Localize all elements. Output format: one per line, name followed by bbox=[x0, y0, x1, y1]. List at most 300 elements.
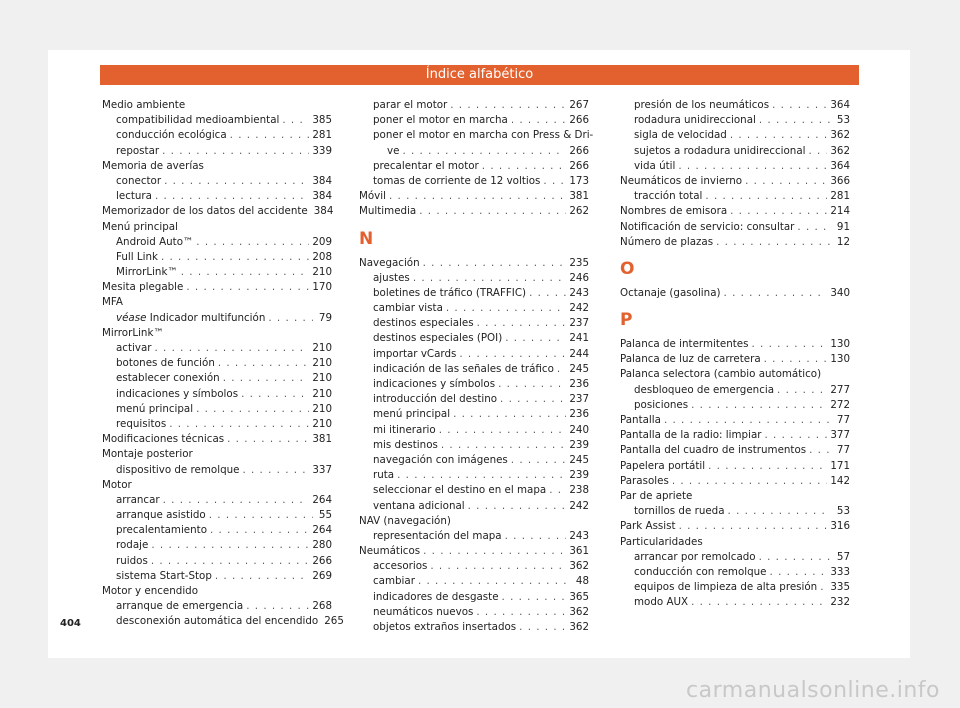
dot-leader bbox=[397, 468, 566, 483]
dot-leader bbox=[282, 113, 309, 128]
dot-leader bbox=[770, 565, 828, 580]
entry-page-number: 239 bbox=[569, 438, 589, 451]
index-subentry bbox=[359, 529, 589, 544]
index-subentry bbox=[359, 98, 589, 113]
dot-leader bbox=[246, 599, 309, 614]
entry-page-number: 264 bbox=[312, 493, 332, 506]
dot-leader bbox=[453, 407, 566, 422]
entry-label: indicación de las señales de tráfico bbox=[373, 362, 554, 375]
entry-page-number: 210 bbox=[312, 372, 332, 385]
entry-label: Pantalla bbox=[620, 414, 661, 426]
index-subentry bbox=[359, 605, 589, 620]
entry-label: indicaciones y símbolos bbox=[373, 378, 496, 390]
entry-label: MFA bbox=[102, 296, 123, 309]
dot-leader bbox=[419, 204, 566, 219]
index-subentry bbox=[102, 493, 332, 508]
dot-leader bbox=[691, 398, 827, 413]
entry-label: Full Link bbox=[116, 250, 158, 263]
dot-leader bbox=[161, 250, 309, 265]
index-subentry bbox=[102, 341, 332, 356]
dot-leader bbox=[151, 554, 310, 569]
dot-leader bbox=[764, 352, 828, 367]
index-subentry bbox=[102, 538, 332, 553]
entry-page-number: 53 bbox=[836, 114, 850, 127]
entry-page-number: 377 bbox=[830, 429, 850, 442]
entry-page-number: 384 bbox=[312, 174, 332, 187]
dot-leader bbox=[498, 377, 566, 392]
dot-leader bbox=[759, 550, 831, 565]
entry-page-number: 57 bbox=[836, 550, 850, 563]
dot-leader bbox=[529, 286, 566, 301]
entry-label: Medio ambiente bbox=[102, 99, 186, 111]
entry-page-number: 210 bbox=[312, 357, 332, 370]
entry-page-number: 281 bbox=[830, 190, 850, 203]
dot-leader bbox=[730, 204, 827, 219]
index-entry bbox=[102, 204, 332, 219]
index-subentry bbox=[102, 356, 332, 371]
entry-label: Nombres de emisora bbox=[620, 205, 728, 218]
entry-page-number: 210 bbox=[312, 342, 332, 354]
entry-page-number: 210 bbox=[312, 387, 332, 400]
entry-page-number: 364 bbox=[830, 99, 850, 111]
dot-leader bbox=[809, 443, 831, 458]
index-subentry bbox=[620, 504, 850, 519]
entry-label: Montaje posterior bbox=[102, 448, 193, 461]
entry-label: MirrorLink™ bbox=[116, 266, 178, 279]
entry-label: Palanca de luz de carretera bbox=[620, 353, 761, 366]
entry-page-number: 246 bbox=[569, 271, 589, 284]
entry-page-number: 362 bbox=[830, 129, 850, 142]
entry-page-number: 242 bbox=[569, 499, 589, 512]
entry-page-number: 385 bbox=[312, 114, 332, 127]
dot-leader bbox=[402, 144, 566, 159]
entry-page-number: 381 bbox=[312, 433, 332, 446]
index-subentry bbox=[102, 265, 332, 280]
index-subentry bbox=[102, 113, 332, 128]
entry-page-number: 265 bbox=[324, 615, 344, 628]
index-subentry bbox=[620, 159, 850, 174]
index-entry bbox=[102, 295, 332, 310]
dot-leader bbox=[230, 128, 310, 143]
entry-page-number: 243 bbox=[569, 529, 589, 542]
dot-leader bbox=[679, 519, 828, 534]
index-entry bbox=[620, 235, 850, 250]
entry-label: arrancar bbox=[116, 493, 160, 506]
dot-leader bbox=[151, 538, 309, 553]
page-title: Índice alfabético bbox=[100, 65, 859, 85]
entry-page-number: 277 bbox=[830, 383, 850, 396]
dot-leader bbox=[751, 337, 827, 352]
index-subentry bbox=[102, 523, 332, 538]
index-subentry bbox=[359, 331, 589, 346]
entry-page-number: 173 bbox=[569, 174, 589, 187]
entry-label: Memorizador de los datos del accidente bbox=[102, 205, 308, 218]
dot-leader bbox=[505, 529, 567, 544]
index-entry bbox=[620, 220, 850, 235]
dot-leader bbox=[678, 159, 827, 174]
dot-leader bbox=[708, 459, 827, 474]
entry-label: sigla de velocidad bbox=[634, 129, 727, 142]
entry-label: Pantalla del cuadro de instrumentos bbox=[620, 444, 807, 457]
index-subentry bbox=[102, 189, 332, 204]
index-section-letter: P bbox=[620, 310, 633, 331]
entry-page-number: 381 bbox=[569, 190, 589, 203]
index-column-2 bbox=[359, 98, 594, 635]
entry-page-number: 262 bbox=[569, 205, 589, 218]
entry-label: equipos de limpieza de alta presión bbox=[634, 581, 818, 594]
entry-label: botones de función bbox=[116, 357, 215, 370]
dot-leader bbox=[441, 438, 566, 453]
entry-label: indicaciones y símbolos bbox=[116, 387, 239, 400]
entry-label: sujetos a rodadura unidireccional bbox=[634, 144, 806, 157]
entry-page-number: 361 bbox=[569, 545, 589, 558]
dot-leader bbox=[505, 331, 566, 346]
index-entry bbox=[620, 174, 850, 189]
entry-label: posiciones bbox=[634, 398, 689, 411]
index-subentry bbox=[359, 499, 589, 514]
index-subentry bbox=[359, 453, 589, 468]
index-subentry bbox=[359, 271, 589, 286]
dot-leader bbox=[450, 98, 566, 113]
entry-label: navegación con imágenes bbox=[373, 453, 508, 466]
entry-page-number: 130 bbox=[830, 353, 850, 366]
entry-label: requisitos bbox=[116, 417, 167, 430]
entry-label: activar bbox=[116, 342, 152, 354]
dot-leader bbox=[430, 559, 566, 574]
entry-page-number: 339 bbox=[312, 144, 332, 157]
entry-page-number: 12 bbox=[836, 235, 850, 248]
entry-page-number: 91 bbox=[836, 220, 850, 233]
entry-page-number: 237 bbox=[569, 393, 589, 406]
dot-leader bbox=[511, 453, 567, 468]
dot-leader bbox=[777, 383, 827, 398]
index-subentry bbox=[359, 468, 589, 483]
dot-leader bbox=[218, 356, 310, 371]
dot-leader bbox=[241, 387, 309, 402]
entry-page-number: 142 bbox=[830, 474, 850, 487]
entry-label: Multimedia bbox=[359, 205, 417, 218]
entry-page-number: 53 bbox=[836, 505, 850, 518]
index-subentry bbox=[102, 174, 332, 189]
dot-leader bbox=[716, 235, 831, 250]
index-subentry bbox=[359, 128, 594, 143]
dot-leader bbox=[242, 463, 309, 478]
entry-label: mi itinerario bbox=[373, 423, 436, 436]
index-subentry bbox=[102, 402, 332, 417]
index-entry bbox=[620, 428, 850, 443]
dot-leader bbox=[511, 113, 567, 128]
dot-leader bbox=[549, 483, 566, 498]
index-subentry bbox=[620, 128, 850, 143]
entry-label: Parasoles bbox=[620, 474, 669, 487]
entry-page-number: 337 bbox=[312, 463, 332, 476]
entry-label-text: Indicador multifunción bbox=[149, 311, 266, 324]
entry-label: destinos especiales (POI) bbox=[373, 332, 503, 345]
dot-leader bbox=[446, 301, 566, 316]
index-entry bbox=[102, 280, 332, 295]
entry-label: Motor bbox=[102, 478, 132, 491]
dot-leader bbox=[482, 159, 567, 174]
entry-page-number: 55 bbox=[318, 509, 332, 522]
dot-leader bbox=[820, 580, 827, 595]
dot-leader bbox=[477, 316, 567, 331]
entry-label: representación del mapa bbox=[373, 529, 502, 542]
entry-label: ventana adicional bbox=[373, 499, 465, 512]
entry-page-number: 242 bbox=[569, 302, 589, 315]
entry-label: desconexión automática del encendido bbox=[116, 615, 319, 628]
index-subentry bbox=[620, 113, 850, 128]
entry-label: Móvil bbox=[359, 190, 386, 203]
entry-page-number: 362 bbox=[569, 605, 589, 618]
index-column-3 bbox=[620, 98, 850, 610]
entry-page-number: 362 bbox=[569, 621, 589, 633]
dot-leader bbox=[705, 189, 827, 204]
entry-page-number: 243 bbox=[569, 286, 589, 299]
index-subentry bbox=[620, 398, 850, 413]
entry-page-number: 316 bbox=[830, 520, 850, 533]
entry-label: Palanca de intermitentes bbox=[620, 338, 749, 351]
entry-label: seleccionar el destino en el mapa bbox=[373, 484, 547, 497]
index-subentry bbox=[359, 423, 589, 438]
index-subentry bbox=[359, 620, 589, 635]
entry-label: arranque de emergencia bbox=[116, 600, 244, 613]
dot-leader bbox=[745, 174, 827, 189]
entry-page-number: 171 bbox=[830, 459, 850, 472]
dot-leader bbox=[759, 113, 831, 128]
entry-label: Park Assist bbox=[620, 520, 676, 533]
index-entry bbox=[359, 204, 589, 219]
index-subentry bbox=[620, 144, 850, 159]
index-entry bbox=[620, 443, 850, 458]
entry-label: conducción ecológica bbox=[116, 129, 227, 142]
index-subentry bbox=[620, 595, 850, 610]
index-subentry bbox=[102, 387, 332, 402]
entry-label: Particularidades bbox=[620, 535, 703, 548]
entry-page-number: 170 bbox=[312, 281, 332, 294]
entry-page-number: 362 bbox=[830, 144, 850, 157]
entry-page-number: 333 bbox=[830, 565, 850, 578]
index-entry bbox=[620, 286, 850, 301]
index-subentry bbox=[102, 144, 332, 159]
entry-page-number: 340 bbox=[830, 286, 850, 299]
index-subentry bbox=[359, 347, 589, 362]
dot-leader bbox=[164, 174, 309, 189]
index-entry bbox=[102, 98, 332, 113]
entry-label: tracción total bbox=[634, 190, 703, 203]
entry-label: Papelera portátil bbox=[620, 459, 706, 472]
dot-leader bbox=[215, 569, 309, 584]
entry-label: Pantalla de la radio: limpiar bbox=[620, 429, 762, 442]
dot-leader bbox=[519, 620, 566, 635]
dot-leader bbox=[227, 432, 309, 447]
entry-label: MirrorLink™ bbox=[102, 326, 164, 339]
entry-label: Modificaciones técnicas bbox=[102, 433, 225, 446]
index-subentry bbox=[359, 438, 589, 453]
dot-leader bbox=[162, 144, 309, 159]
index-subentry bbox=[102, 508, 332, 523]
entry-label: arrancar por remolcado bbox=[634, 550, 756, 563]
entry-label: dispositivo de remolque bbox=[116, 463, 240, 476]
dot-leader bbox=[423, 544, 566, 559]
dot-leader bbox=[502, 590, 567, 605]
entry-label: ruta bbox=[373, 469, 395, 482]
entry-page-number: 362 bbox=[569, 560, 589, 573]
dot-leader bbox=[196, 235, 309, 250]
dot-leader bbox=[543, 174, 566, 189]
index-entry bbox=[359, 256, 589, 271]
see-reference: véase bbox=[116, 311, 147, 324]
index-entry bbox=[102, 326, 332, 341]
entry-label: cambiar vista bbox=[373, 302, 443, 315]
index-section-letter: O bbox=[620, 258, 635, 279]
entry-page-number: 366 bbox=[830, 174, 850, 187]
dot-leader bbox=[728, 504, 831, 519]
entry-label: Neumáticos de invierno bbox=[620, 174, 743, 187]
index-entry bbox=[102, 159, 332, 174]
entry-label: Android Auto™ bbox=[116, 235, 194, 248]
index-subentry bbox=[102, 463, 332, 478]
index-subentry bbox=[359, 113, 589, 128]
index-entry bbox=[102, 478, 332, 493]
index-subentry bbox=[102, 311, 332, 326]
index-entry bbox=[359, 189, 589, 204]
index-subentry bbox=[102, 235, 332, 250]
entry-label: precalentamiento bbox=[116, 524, 208, 537]
dot-leader bbox=[468, 499, 567, 514]
entry-label: introducción del destino bbox=[373, 393, 498, 406]
entry-label: repostar bbox=[116, 144, 160, 157]
index-subentry bbox=[359, 144, 589, 159]
dot-leader bbox=[797, 220, 831, 235]
index-subentry bbox=[359, 407, 589, 422]
entry-label: accesorios bbox=[373, 560, 428, 573]
index-entry bbox=[359, 514, 589, 529]
entry-label: Motor y encendido bbox=[102, 585, 199, 597]
index-entry bbox=[620, 519, 850, 534]
entry-page-number: 384 bbox=[312, 190, 332, 203]
dot-leader bbox=[459, 347, 566, 362]
entry-label: destinos especiales bbox=[373, 317, 474, 330]
dot-leader bbox=[730, 128, 828, 143]
entry-label: Mesita plegable bbox=[102, 281, 184, 294]
dot-leader bbox=[155, 189, 309, 204]
index-column-1 bbox=[102, 98, 344, 630]
entry-label: ve bbox=[387, 144, 400, 157]
entry-label: precalentar el motor bbox=[373, 159, 479, 172]
entry-page-number: 364 bbox=[830, 159, 850, 172]
entry-label: compatibilidad medioambiental bbox=[116, 114, 280, 127]
entry-page-number: 210 bbox=[312, 266, 332, 279]
entry-label: rodadura unidireccional bbox=[634, 114, 756, 127]
index-subentry bbox=[359, 362, 589, 377]
index-entry bbox=[102, 584, 332, 599]
index-subentry bbox=[102, 569, 332, 584]
entry-page-number: 236 bbox=[569, 378, 589, 390]
dot-leader bbox=[765, 428, 828, 443]
entry-label: Memoria de averías bbox=[102, 159, 204, 172]
entry-page-number: 238 bbox=[569, 484, 589, 497]
index-subentry bbox=[359, 392, 589, 407]
dot-leader bbox=[196, 402, 309, 417]
entry-page-number: 384 bbox=[313, 205, 334, 218]
entry-label: sistema Start-Stop bbox=[116, 569, 212, 582]
index-entry bbox=[102, 432, 332, 447]
index-subentry bbox=[620, 189, 850, 204]
index-entry bbox=[620, 489, 850, 504]
entry-page-number: 241 bbox=[569, 332, 589, 345]
entry-page-number: 214 bbox=[830, 205, 850, 218]
dot-leader bbox=[724, 286, 828, 301]
entry-label: tornillos de rueda bbox=[634, 505, 725, 518]
dot-leader bbox=[672, 474, 828, 489]
entry-page-number: 269 bbox=[312, 569, 332, 582]
entry-label: NAV (navegación) bbox=[359, 514, 451, 527]
entry-page-number: 236 bbox=[569, 408, 589, 421]
entry-page-number: 79 bbox=[318, 311, 332, 324]
dot-leader bbox=[155, 341, 310, 356]
entry-page-number: 266 bbox=[569, 144, 589, 157]
entry-page-number: 210 bbox=[312, 402, 332, 415]
index-subentry bbox=[359, 316, 589, 331]
index-entry bbox=[102, 447, 332, 462]
dot-leader bbox=[209, 508, 313, 523]
entry-label: desbloqueo de emergencia bbox=[634, 383, 775, 396]
index-subentry bbox=[102, 250, 332, 265]
entry-page-number: 237 bbox=[569, 317, 589, 330]
dot-leader bbox=[186, 280, 309, 295]
index-entry bbox=[620, 413, 850, 428]
dot-leader bbox=[169, 417, 309, 432]
index-subentry bbox=[620, 550, 850, 565]
index-entry bbox=[620, 337, 850, 352]
entry-label: menú principal bbox=[373, 408, 451, 421]
entry-label: Par de apriete bbox=[620, 489, 693, 502]
entry-label: Menú principal bbox=[102, 220, 178, 233]
entry-page-number: 272 bbox=[830, 398, 850, 411]
entry-label: ajustes bbox=[373, 271, 410, 284]
entry-label: menú principal bbox=[116, 402, 194, 415]
dot-leader bbox=[423, 256, 567, 271]
entry-label: cambiar bbox=[373, 575, 415, 588]
index-entry bbox=[102, 220, 332, 235]
dot-leader bbox=[476, 605, 566, 620]
index-subentry bbox=[102, 128, 332, 143]
index-entry bbox=[620, 535, 850, 550]
index-entry bbox=[359, 544, 589, 559]
index-subentry bbox=[620, 383, 850, 398]
entry-page-number: 264 bbox=[312, 524, 332, 537]
index-subentry bbox=[620, 565, 850, 580]
dot-leader bbox=[557, 362, 566, 377]
entry-label: Palanca selectora (cambio automático) bbox=[620, 368, 822, 381]
entry-label: presión de los neumáticos bbox=[634, 99, 770, 111]
entry-label: vida útil bbox=[634, 159, 676, 172]
entry-page-number: 77 bbox=[836, 444, 850, 457]
dot-leader bbox=[772, 98, 827, 113]
entry-page-number: 281 bbox=[312, 129, 332, 142]
dot-leader bbox=[413, 271, 567, 286]
dot-leader bbox=[500, 392, 566, 407]
index-subentry bbox=[359, 286, 589, 301]
entry-page-number: 240 bbox=[569, 423, 589, 436]
entry-label bbox=[116, 311, 265, 326]
entry-label: importar vCards bbox=[373, 347, 457, 360]
entry-page-number: 268 bbox=[312, 600, 332, 613]
dot-leader bbox=[664, 413, 831, 428]
index-subentry bbox=[359, 159, 589, 174]
dot-leader bbox=[268, 311, 313, 326]
entry-label: conducción con remolque bbox=[634, 565, 767, 578]
